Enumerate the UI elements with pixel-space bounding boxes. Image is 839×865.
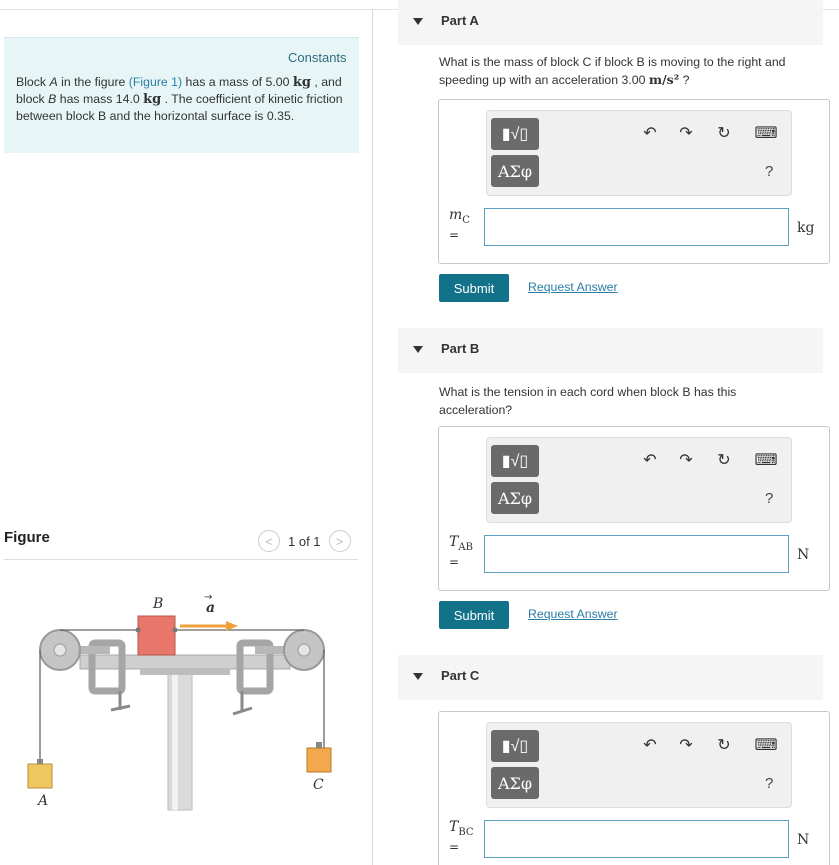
part-a-var: m [449, 207, 463, 223]
block-a-hook [37, 759, 43, 764]
part-b-request-answer-link[interactable]: Request Answer [528, 607, 618, 621]
constants-text-and: , and block [16, 75, 342, 106]
redo-icon[interactable]: ↷ [679, 125, 693, 142]
right-pulley-axle [298, 644, 310, 656]
part-a-request-answer-link[interactable]: Request Answer [528, 280, 618, 294]
part-b-eq: = [449, 554, 460, 569]
figure-label: Figure [4, 529, 50, 546]
constants-text-mass-a: has a mass of 5.00 [182, 75, 293, 89]
part-a-var-sub: C [462, 214, 470, 226]
constants-panel [4, 37, 359, 153]
block-b-ref: B [48, 92, 57, 106]
part-c-var-sub: BC [458, 826, 474, 838]
part-b-answer-input[interactable] [484, 535, 789, 573]
math-toolbar [486, 110, 792, 196]
part-a-submit-button[interactable]: Submit [439, 274, 509, 302]
label-a: A [38, 793, 49, 809]
greek-button[interactable]: ΑΣφ [491, 482, 539, 514]
collapse-triangle-icon [413, 18, 423, 25]
part-c-title: Part C [441, 668, 480, 683]
next-figure-button[interactable]: > [329, 530, 351, 552]
part-b-var-sub: AB [458, 541, 473, 553]
part-b-submit-button[interactable]: Submit [439, 601, 509, 629]
part-b-answer-box [438, 426, 830, 591]
keyboard-icon[interactable]: ⌨ [754, 452, 778, 469]
part-a-question-text: What is the mass of block C if block B is moving to the right and speeding up with an acceleration 3.00 [439, 55, 786, 87]
part-a-answer-input[interactable] [484, 208, 789, 246]
part-a-question [439, 53, 819, 89]
part-a-answer-box [438, 99, 830, 264]
block-c-hook [316, 742, 322, 748]
accel-vector-mark: → [204, 592, 213, 603]
label-accel: a [206, 600, 216, 616]
left-pulley-axle [54, 644, 66, 656]
figure-nav [258, 530, 351, 552]
constants-text [16, 74, 351, 124]
part-c-answer-box [438, 711, 830, 865]
part-c-var: T [449, 819, 459, 835]
part-c-unit: N [797, 832, 810, 848]
reset-icon[interactable]: ↻ [717, 125, 731, 142]
figure-link[interactable]: (Figure 1) [128, 75, 183, 89]
constants-text-rest: . The coefficient of kinetic friction between block B and the horizontal surface is 0.35. [16, 92, 343, 123]
undo-icon[interactable]: ↶ [643, 452, 657, 469]
block-c [307, 748, 331, 772]
greek-button[interactable]: ΑΣφ [491, 155, 539, 187]
unit-kg-a: kg [292, 75, 311, 90]
post-highlight [172, 670, 178, 810]
part-a-question-end: ? [679, 73, 690, 87]
part-a-title: Part A [441, 13, 479, 28]
math-toolbar [486, 722, 792, 808]
table-rim [140, 669, 230, 675]
part-a-eq: = [449, 227, 460, 242]
block-a [28, 764, 52, 788]
redo-icon[interactable]: ↷ [679, 737, 693, 754]
help-button[interactable]: ? [765, 163, 774, 180]
part-c-header[interactable] [398, 655, 823, 700]
templates-button[interactable]: ▮√▯ [491, 445, 539, 477]
left-clamp-handle [111, 706, 130, 710]
help-button[interactable]: ? [765, 490, 774, 507]
help-button[interactable]: ? [765, 775, 774, 792]
part-c-eq: = [449, 839, 460, 854]
unit-kg-b: kg [143, 92, 162, 107]
reset-icon[interactable]: ↻ [717, 737, 731, 754]
part-c-variable [449, 820, 474, 855]
table-top [80, 655, 290, 669]
part-a-header[interactable] [398, 0, 823, 45]
part-a-question-unit: m/s² [648, 72, 680, 87]
part-c-answer-input[interactable] [484, 820, 789, 858]
block-b [138, 616, 175, 655]
collapse-triangle-icon [413, 673, 423, 680]
prev-figure-button[interactable]: < [258, 530, 280, 552]
greek-button[interactable]: ΑΣφ [491, 767, 539, 799]
collapse-triangle-icon [413, 346, 423, 353]
templates-button[interactable]: ▮√▯ [491, 730, 539, 762]
undo-icon[interactable]: ↶ [643, 737, 657, 754]
keyboard-icon[interactable]: ⌨ [754, 125, 778, 142]
templates-button[interactable]: ▮√▯ [491, 118, 539, 150]
part-b-variable [449, 535, 473, 570]
part-b-question: What is the tension in each cord when block B has this acceleration? [439, 385, 737, 417]
math-toolbar [486, 437, 792, 523]
constants-text-pre: Block [16, 75, 50, 89]
redo-icon[interactable]: ↷ [679, 452, 693, 469]
keyboard-icon[interactable]: ⌨ [754, 737, 778, 754]
part-b-title: Part B [441, 341, 480, 356]
part-a-unit: kg [797, 220, 815, 236]
constants-title: Constants [288, 50, 347, 65]
constants-text-mass-b: has mass 14.0 [56, 92, 144, 106]
figure-divider [4, 559, 358, 560]
reset-icon[interactable]: ↻ [717, 452, 731, 469]
block-a-ref: A [49, 75, 58, 89]
label-c: C [313, 777, 324, 793]
column-divider [372, 9, 373, 865]
pulley-figure [20, 588, 350, 813]
part-a-variable [449, 208, 470, 243]
block-b-left-hook [136, 628, 141, 633]
constants-text-fig: in the figure [57, 75, 129, 89]
table-post [168, 670, 192, 810]
part-b-unit: N [797, 547, 810, 563]
undo-icon[interactable]: ↶ [643, 125, 657, 142]
part-b-header[interactable] [398, 328, 823, 373]
block-b-right-hook [173, 628, 178, 633]
figure-count: 1 of 1 [288, 533, 321, 549]
label-b: B [153, 596, 164, 612]
part-b-var: T [449, 534, 459, 550]
